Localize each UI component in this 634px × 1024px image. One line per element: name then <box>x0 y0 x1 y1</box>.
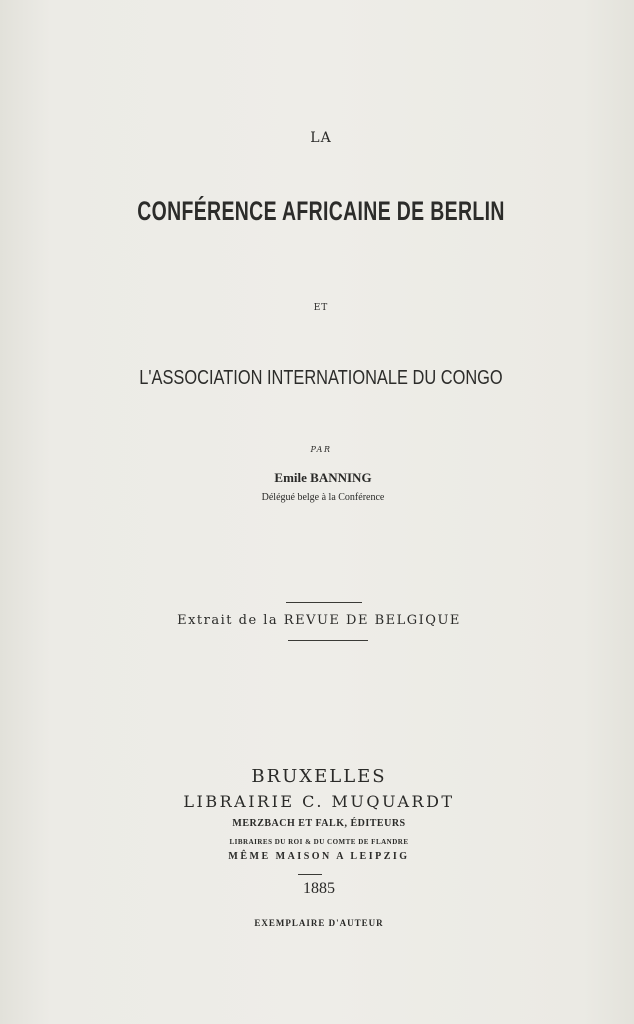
author-role: Délégué belge à la Conférence <box>261 492 385 503</box>
conjunction-et: ET <box>313 303 329 313</box>
editors-line: MERZBACH ET FALK, ÉDITEURS <box>232 818 406 829</box>
book-title: CONFÉRENCE AFRICAINE DE BERLIN <box>137 196 505 226</box>
author-copy-note: EXEMPLAIRE D'AUTEUR <box>254 918 384 928</box>
divider-top <box>286 602 362 603</box>
divider-year <box>298 874 322 875</box>
leipzig-branch-line: MÊME MAISON A LEIPZIG <box>228 851 410 862</box>
title-article: LA <box>310 130 332 146</box>
divider-bottom <box>288 640 368 641</box>
author-name: Emile BANNING <box>274 470 372 485</box>
publisher-name: LIBRAIRIE C. MUQUARDT <box>183 792 455 811</box>
by-label: PAR <box>310 445 332 454</box>
extract-note: Extrait de la REVUE DE BELGIQUE <box>177 613 461 628</box>
publication-city: BRUXELLES <box>251 766 387 787</box>
royal-booksellers-line: LIBRAIRES DU ROI & DU COMTE DE FLANDRE <box>229 838 409 846</box>
book-subtitle: L'ASSOCIATION INTERNATIONALE DU CONGO <box>139 367 503 389</box>
publication-year: 1885 <box>303 880 335 897</box>
